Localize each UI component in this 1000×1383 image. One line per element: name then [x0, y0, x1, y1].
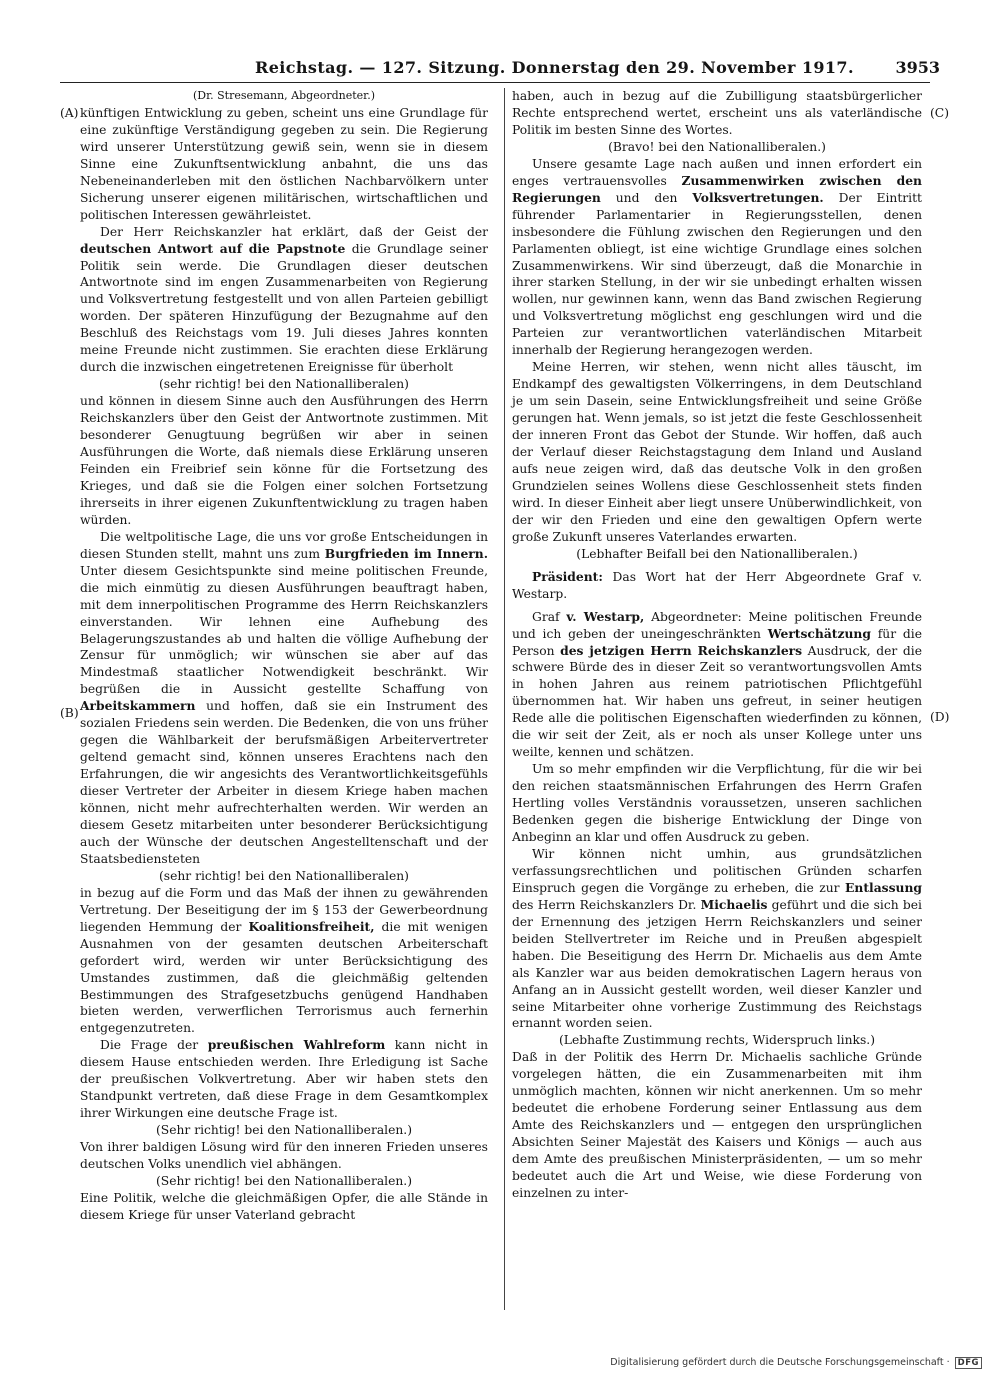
dfg-logo: DFG [955, 1357, 982, 1369]
paragraph: Eine Politik, welche die gleichmäßigen Opfer, die alle Stände in diesem Kriege für unser Vaterland gebracht [80, 1190, 488, 1222]
paragraph: Die Frage der preußischen Wahlreform kann nicht in diesem Hause entschieden werden. Ihre Erledigung ist Sache der preußischen Volkvertretung. Aber wir haben stets den Standpunkt vertreten, daß diese Frage in dem Gesamtkomplex ihrer Wirkungen eine deutsche Frage ist. [80, 1037, 488, 1121]
margin-marker-c: (C) [930, 106, 950, 120]
paragraph: Um so mehr empfinden wir die Verpflichtung, für die wir bei den reichen staatsmännischen Erfahrungen des Herrn Grafen Hertling volles Verständnis voraussetzen, unseren sachlichen Bedenken gegen die bisherige Entwicklung der Dinge von Anbeginn an klar und offen Ausdruck zu geben. [512, 762, 922, 844]
speaker-paragraph: Präsident: Das Wort hat der Herr Abgeordnete Graf v. Westarp. [512, 568, 922, 601]
speaker-paragraph: Graf v. Westarp, Abgeordneter: Meine politischen Freunde und ich geben der uneingeschränkten Wertschätzung für die Person des jetzigen Herrn Reichskanzlers Ausdruck, der die schwere Bürde des in dieser Zeit so verantwortungsvollen Amts in hohen Jahren aus reinem patriotischen Pflichtgefühl übernommen hat. Wir haben uns gefreut, in seiner heutigen Rede alle die politischen Eigenschaften wiederfinden zu können, die wir seit der Zeit, als er noch als unser Kollege unter uns weilte, kennen und schätzen. [512, 608, 922, 760]
interjection: (Sehr richtig! bei den Nationalliberalen.) [155, 1174, 412, 1188]
digitization-footer [610, 1357, 982, 1369]
header-rule [60, 82, 930, 83]
paragraph: Der Herr Reichskanzler hat erklärt, daß der Geist der deutschen Antwort auf die Papstnote die Grundlage seiner Politik sein werde. Die Grundlagen dieser deutschen Antwortnote sind im engen Zusammenarbeiten von Regierung und Volksvertretung festgestellt und von allen Parteien gebilligt worden. Der späteren Hinzufügung der Bezugnahme auf den Beschluß des Reichstags vom 19. Juli dieses Jahres konnten meine Freunde nicht zustimmen. Sie erachten diese Erklärung durch die inzwischen eingetretenen Ereignisse für überholt [80, 224, 488, 375]
paragraph: Von ihrer baldigen Lösung wird für den inneren Frieden unseres deutschen Volks unendlich viel abhängen. [80, 1140, 488, 1172]
interjection: (sehr richtig! bei den Nationalliberalen) [159, 868, 409, 883]
header-title: Reichstag. — 127. Sitzung. Donnerstag den 29. November 1917. [255, 58, 854, 77]
page-number: 3953 [895, 58, 940, 77]
right-column [512, 88, 922, 1202]
paragraph: Meine Herren, wir stehen, wenn nicht alles täuscht, im Endkampf des gewaltigsten Völkerringens, in dem Deutschland je um sein Dasein, seine Entwicklungsfreiheit und seine Größe gerungen hat. Wenn jemals, so ist jetzt die feste Geschlossenheit der inneren Front das Gebot der Stunde. Wir hoffen, daß auch der Verlauf dieser Reichstagstagung dem Inland und Ausland aufs neue zeigen wird, daß das deutsche Volk in den großen Grundzielen seines Wollens diese Geschlossenheit stets finden wird. In dieser Einheit aber liegt unsere Unüberwindlichkeit, von der wir den Frieden und eine den gewaltigen Opfern werte große Zukunft unseres Vaterlandes erwarten. [512, 360, 922, 544]
paragraph: und können in diesem Sinne auch den Ausführungen des Herrn Reichskanzlers über den Geist der Antwortnote zustimmen. Mit besonderer Genugtuung begrüßen wir aber in seinen Ausführungen die Worte, daß niemals diese Erklärung unseren Feinden ein Freibrief sein könne für die Fortsetzung des Krieges, und daß sie die Folgen einer solchen Fortsetzung ihrerseits in ihrer eigenen Zukunftentwicklung zu tragen haben würden. [80, 394, 488, 527]
interjection: (Sehr richtig! bei den Nationalliberalen.) [155, 1123, 412, 1138]
paragraph: in bezug auf die Form und das Maß der ihnen zu gewährenden Vertretung. Der Beseitigung der im § 153 der Gewerbeordnung liegenden Hemmung der Koalitionsfreiheit, die mit wenigen Ausnahmen von der gesamten deutschen Arbeiterschaft gefordert wird, werden wir unter Berücksichtigung des Umstandes zustimmen, daß die gleichmäßig geltenden Bestimmungen des Strafgesetzbuchs genügend Handhaben bieten werden, verwerflichen Terrorismus auch fernerhin entgegenzutreten. [80, 885, 488, 1036]
paragraph: Wir können nicht umhin, aus grundsätzlichen verfassungsrechtlichen und politischen Gründen scharfen Einspruch gegen die Vorgänge zu erheben, die zur Entlassung des Herrn Reichskanzlers Dr. Michaelis geführt und die sich bei der Ernennung des jetzigen Herrn Reichskanzlers und seiner beiden Stellvertreter im Reiche und in Preußen abgespielt haben. Die Beseitigung des Herrn Dr. Michaelis aus dem Amte als Kanzler war aus beiden demokratischen Lagern heraus von Anfang an in Aussicht gestellt worden, weil dieser Kanzler und seine Mitarbeiter ohne vorherige Zustimmung des Reichstags ernannt worden seien. [512, 846, 922, 1031]
interjection: (sehr richtig! bei den Nationalliberalen) [159, 377, 409, 392]
footer-text: Digitalisierung gefördert durch die Deutsche Forschungsgemeinschaft · [610, 1357, 950, 1368]
margin-marker-a: (A) [60, 106, 79, 120]
paragraph: Unsere gesamte Lage nach außen und innen erfordert ein enges vertrauensvolles Zusammenwirken zwischen den Regierungen und den Volksvertretungen. Der Eintritt führender Parlamentarier in Regierungsstellen, denen insbesondere die Fühlung zwischen den Regierungen und den Parlamenten obliegt, ist eine wichtige Grundlage eines solchen Zusammenwirkens. Wir sind überzeugt, daß die Monarchie in ihrer starken Stellung, in der wir sie unbedingt erhalten wissen wollen, nur gewinnen kann, wenn das Band zwischen Regierung und Volksvertretung möglichst eng geschlungen wird und die Parteien zur verantwortlichen vaterländischen Mitarbeit innerhalb der Regierung herangezogen werden. [512, 156, 922, 358]
left-column [80, 88, 488, 1224]
paragraph: Daß in der Politik des Herrn Dr. Michaelis sachliche Gründe vorgelegen hätten, die ein Zusammenarbeiten mit ihm unmöglich machten, können wir nicht anerkennen. Um so mehr bedeutet die erhobene Forderung seiner Entlassung aus dem Amte des Reichskanzlers und — entgegen den ursprünglichen Absichten Seiner Majestät des Kaisers und Königs — auch aus dem Amte des preußischen Ministerpräsidenten, — um so mehr bedeutet auch die Art und Weise, wie diese Forderung von einzelnen zu inter- [512, 1050, 922, 1200]
interjection: (Lebhafte Zustimmung rechts, Widerspruch links.) [559, 1033, 875, 1048]
interjection: (Bravo! bei den Nationalliberalen.) [608, 139, 826, 154]
margin-marker-b: (B) [60, 706, 79, 720]
speaker-label: Präsident: [532, 568, 603, 584]
paragraph: haben, auch in bezug auf die Zubilligung staatsbürgerlicher Rechte entsprechend wertet, erscheint uns als vaterländische Politik im besten Sinne des Wortes. [512, 89, 922, 137]
column-divider [504, 88, 505, 1310]
interjection: (Lebhafter Beifall bei den Nationalliberalen.) [576, 546, 858, 561]
speaker-note: (Dr. Stresemann, Abgeordneter.) [192, 89, 375, 102]
paragraph: künftigen Entwicklung zu geben, scheint uns eine Grundlage für eine zukünftige Verständigung gegeben zu sein. Die Regierung wird unserer Unterstützung gewiß sein, wenn sie in diesem Sinne eine Zukunftsentwicklung anbahnt, die uns das Nebeneinanderleben mit den östlichen Nachbarvölkern unter Sicherung unserer eigenen militärischen, wirtschaftlichen und politischen Interessen gewährleistet. [80, 105, 488, 222]
margin-marker-d: (D) [930, 710, 950, 724]
running-header [60, 58, 940, 82]
paragraph: Die weltpolitische Lage, die uns vor große Entscheidungen in diesen Stunden stellt, mahnt uns zum Burgfrieden im Innern. Unter diesem Gesichtspunkte sind meine politischen Freunde, die mich einmütig zu diesen Ausführungen beauftragt haben, mit dem innerpolitischen Programme des Herrn Reichskanzlers einverstanden. Wir lehnen eine Aufhebung des Belagerungszustandes ab und halten die völlige Aufhebung der Zensur für unmöglich; wir wünschen sie aber auf das Mindestmaß staatlicher Notwendigkeit beschränkt. Wir begrüßen die in Aussicht gestellte Schaffung von Arbeitskammern und hoffen, daß sie ein Instrument des sozialen Friedens sein werden. Die Bedenken, die von uns früher gegen die Wählbarkeit der berufsmäßigen Arbeitervertreter geltend gemacht sind, können unseres Erachtens nach den Erfahrungen, die wir angesichts des Verantwortlichkeitsgefühls dieser Vertreter der Arbeiter in diesem Kriege haben machen können, nicht mehr aufrechterhalten werden. Wir werden an diesem Gesetz mitarbeiten unter besonderer Berücksichtigung auch der Wünsche der deutschen Angestelltenschaft und der Staatsbediensteten [80, 529, 488, 866]
